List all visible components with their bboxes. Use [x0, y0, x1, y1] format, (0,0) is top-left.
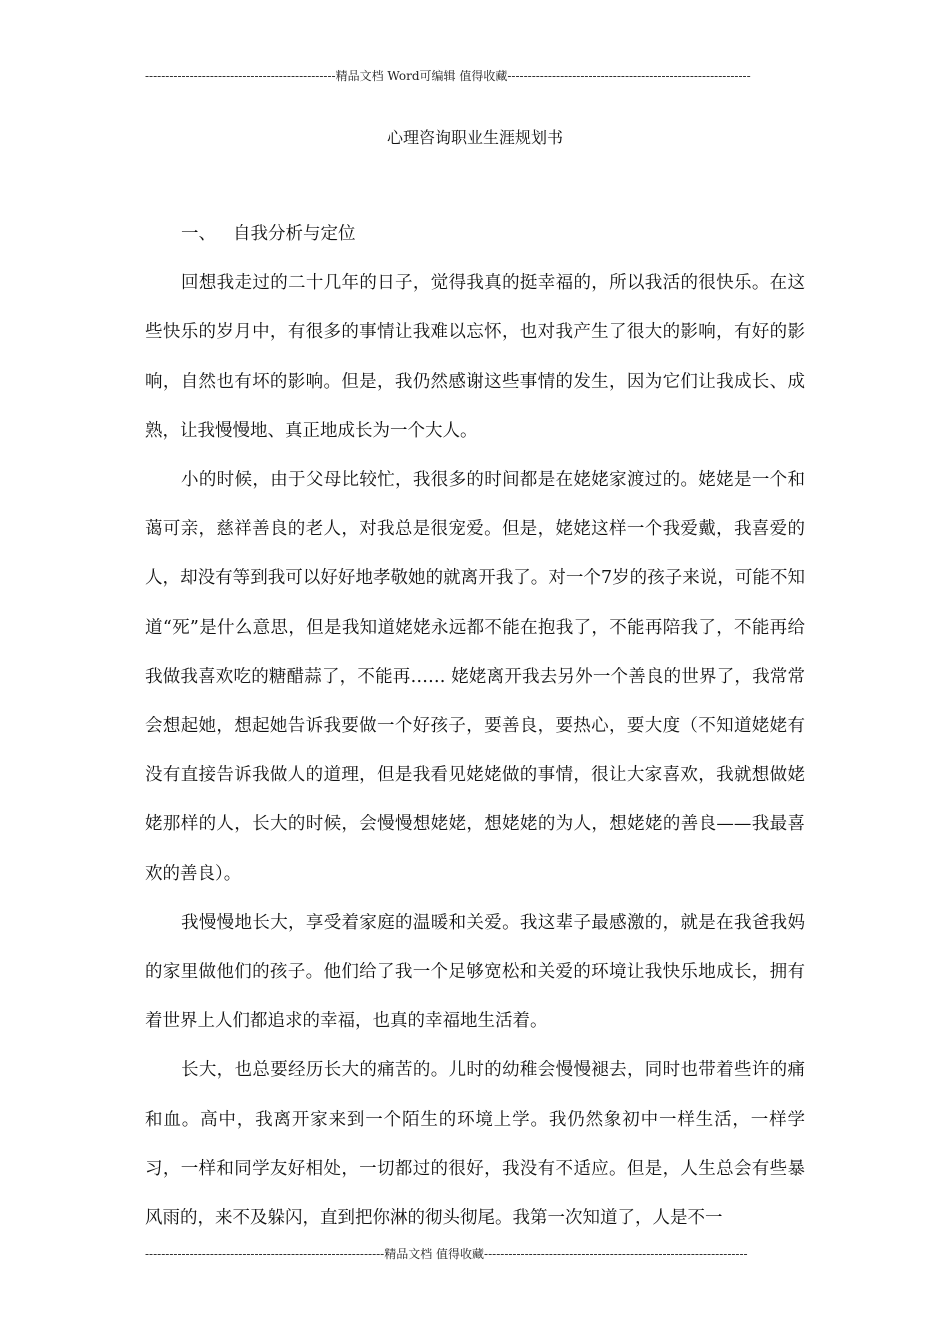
document-title: 心理咨询职业生涯规划书 [386, 128, 563, 147]
paragraph: 回想我走过的二十几年的日子，觉得我真的挺幸福的，所以我活的很快乐。在这些快乐的岁月中，有很多的事情让我难以忘怀，也对我产生了很大的影响，有好的影响，自然也有坏的影响。但是，我仍然感谢这些事情的发生，因为它们让我成长、成熟，让我慢慢地、真正地成长为一个大人。 [145, 273, 805, 441]
document-body [145, 210, 805, 1243]
paragraph: 小的时候，由于父母比较忙，我很多的时间都是在姥姥家渡过的。姥姥是一个和蔼可亲，慈祥善良的老人，对我总是很宠爱。但是，姥姥这样一个我爱戴，我喜爱的人，却没有等到我可以好好地孝敬她的就离开我了。对一个7岁的孩子来说，可能不知道“死”是什么意思，但是我知道姥姥永远都不能在抱我了，不能再陪我了，不能再给我做我喜欢吃的糖醋蒜了，不能再…… 姥姥离开我去另外一个善良的世界了，我常常会想起她，想起她告诉我要做一个好孩子，要善良，要热心，要大度（不知道姥姥有没有直接告诉我做人的道理，但是我看见姥姥做的事情，很让大家喜欢，我就想做姥姥那样的人，长大的时候，会慢慢想姥姥，想姥姥的为人，想姥姥的善良——我最喜欢的善良）。 [145, 470, 805, 884]
section-heading [145, 210, 805, 259]
page-footer: -----------------------------------------------------------精品文档 值得收藏----------------------------------------------------------------- [145, 1247, 748, 1261]
section-number: 一、 [181, 224, 216, 244]
section-title: 自我分析与定位 [233, 224, 356, 244]
page-header: -----------------------------------------------精品文档 Word可编辑 值得收藏------------------------------------------------------------ [145, 69, 751, 83]
paragraph: 长大，也总要经历长大的痛苦的。儿时的幼稚会慢慢褪去，同时也带着些许的痛和血。高中，我离开家来到一个陌生的环境上学。我仍然象初中一样生活，一样学习，一样和同学友好相处，一切都过的很好，我没有不适应。但是，人生总会有些暴风雨的，来不及躲闪，直到把你淋的彻头彻尾。我第一次知道了，人是不一 [145, 1060, 805, 1229]
paragraph: 我慢慢地长大，享受着家庭的温暖和关爱。我这辈子最感激的，就是在我爸我妈的家里做他们的孩子。他们给了我一个足够宽松和关爱的环境让我快乐地成长，拥有着世界上人们都追求的幸福，也真的幸福地生活着。 [145, 912, 805, 1032]
